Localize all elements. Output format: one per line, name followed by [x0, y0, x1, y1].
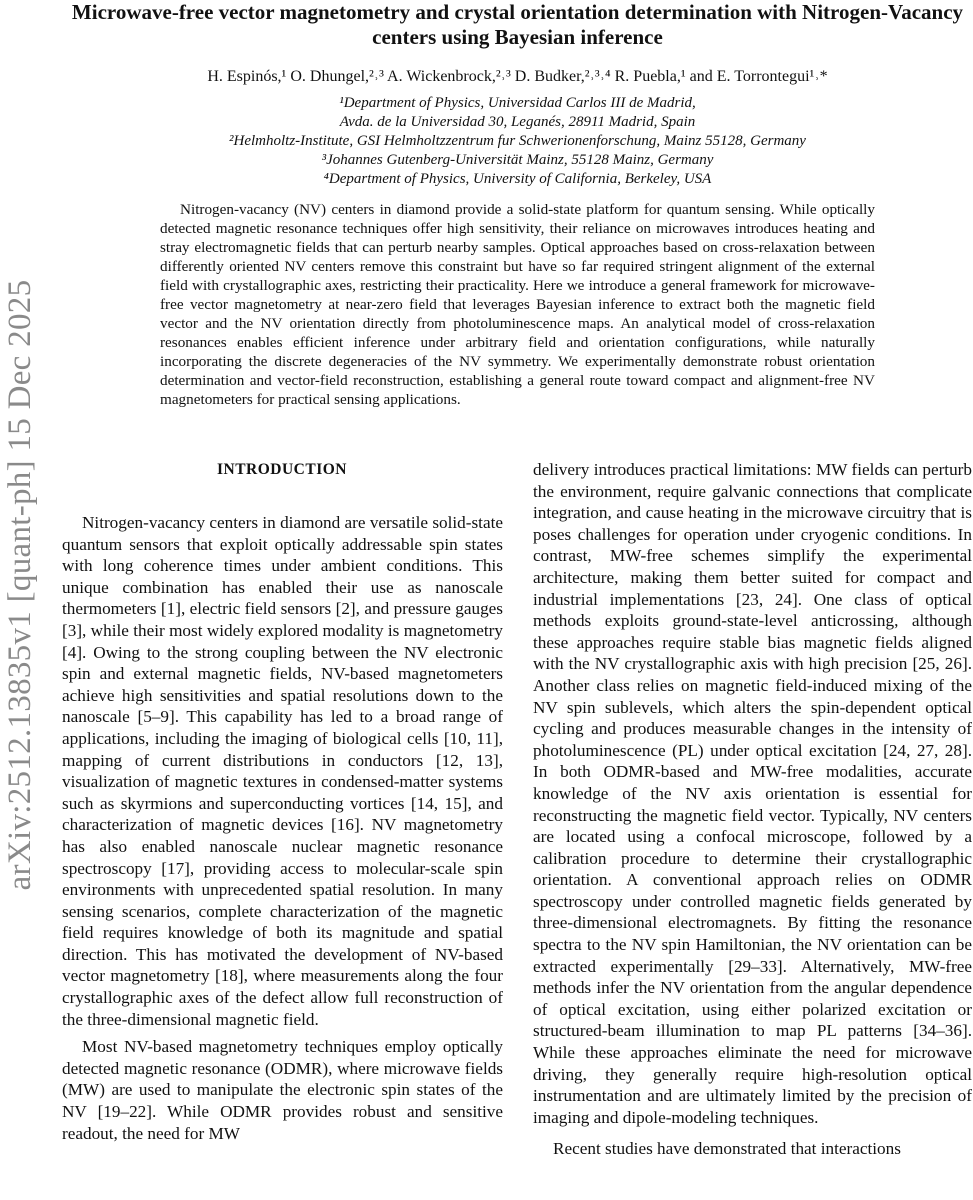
affiliation-4: ⁴Department of Physics, University of California, Berkeley, USA: [323, 171, 712, 187]
intro-paragraph-2-cont: delivery introduces practical limitations: MW fields can perturb the environment, require galvanic connections that complicate integration, and cause heating in the microwave circuitry that is poses challenges for operation under cryogenic conditions. In contrast, MW-free schemes simplify the experimental architecture, making them better suited for compact and industrial implementations [23, 24]. One class of optical methods exploits ground-state-level anticrossing, although these approaches require stable bias magnetic fields aligned with the NV crystallographic axis with high precision [25, 26]. Another class relies on magnetic field-induced mixing of the NV spin sublevels, which alters the spin-dependent optical cycling and produces measurable changes in the intensity of photoluminescence (PL) under optical excitation [24, 27, 28]. In both ODMR-based and MW-free modalities, accurate knowledge of the NV axis orientation is essential for reconstructing the magnetic field vector. Typically, NV centers are located using a confocal microscope, followed by a calibration procedure to determine their crystallographic orientation. A conventional approach relies on ODMR spectroscopy under controlled magnetic fields generated by three-dimensional electromagnets. By fitting the resonance spectra to the NV spin Hamiltonian, the NV orientation can be extracted experimentally [29–33]. Alternatively, MW-free methods infer the NV orientation from the angular dependence of optical excitation, using either polarized excitation or structured-beam illumination to map PL patterns [34–36]. While these approaches eliminate the need for microwave driving, they generally require high-resolution optical instrumentation and are ultimately limited by the precision of imaging and dipole-modeling techniques.: [533, 460, 972, 1127]
left-column: [62, 512, 503, 1144]
intro-paragraph-2: Most NV-based magnetometry techniques employ optically detected magnetic resonance (ODMR), where microwave fields (MW) are used to manipulate the electronic spin states of the NV [19–22]. While ODMR provides robust and sensitive readout, the need for MW: [62, 1037, 503, 1143]
intro-paragraph-3: Recent studies have demonstrated that interactions: [553, 1139, 901, 1159]
intro-paragraph-1: Nitrogen-vacancy centers in diamond are versatile solid-state quantum sensors that exploit optically addressable spin states with long coherence times under ambient conditions. This unique combination has enabled their use as nanoscale thermometers [1], electric field sensors [2], and pressure gauges [3], while their most widely explored modality is magnetometry [4]. Owing to the strong coupling between the NV electronic spin and external magnetic fields, NV-based magnetometers achieve high sensitivities and spatial resolutions down to the nanoscale [5–9]. This capability has led to a broad range of applications, including the imaging of biological cells [10, 11], mapping of current distributions in conductors [12, 13], visualization of magnetic textures in condensed-matter systems such as skyrmions and superconducting vortices [14, 15], and characterization of magnetic devices [16]. NV magnetometry has also enabled nanoscale nuclear magnetic resonance spectroscopy [17], providing access to molecular-scale spin environments with unprecedented spatial resolution. In many sensing scenarios, complete characterization of the magnetic field requires knowledge of both its magnitude and spatial direction. This has motivated the development of NV-based vector magnetometry [18], where measurements along the four crystallographic axes of the defect allow full reconstruction of the three-dimensional magnetic field.: [62, 513, 503, 1029]
affiliation-1a: ¹Department of Physics, Universidad Carlos III de Madrid,: [339, 95, 696, 111]
abstract: Nitrogen-vacancy (NV) centers in diamond provide a solid-state platform for quantum sensing. While optically detected magnetic resonance techniques offer high sensitivity, their reliance on microwaves introduces heating and stray electromagnetic fields that can perturb nearby samples. Optical approaches based on cross-relaxation between differently oriented NV centers remove this constraint but have so far required stringent alignment of the external field with crystallographic axes, restricting their practicality. Here we introduce a general framework for microwave-free vector magnetometry at near-zero field that leverages Bayesian inference to extract both the magnetic field vector and the NV orientation directly from photoluminescence maps. An analytical model of cross-relaxation resonances enables efficient inference under arbitrary field and orientation configurations, while naturally incorporating the discrete degeneracies of the NV symmetry. We experimentally demonstrate robust orientation determination and vector-field reconstruction, establishing a general route toward compact and alignment-free NV magnetometers for practical sensing applications.: [160, 201, 875, 408]
paper-title: Microwave-free vector magnetometry and crystal orientation determination with Nitrogen-Vacancy centers using Bayesian inference: [71, 0, 964, 49]
affiliation-2: ²Helmholtz-Institute, GSI Helmholtzzentrum fur Schwerionenforschung, Mainz 55128, Germany: [229, 133, 806, 149]
right-column: [533, 459, 972, 1160]
arxiv-stamp: arXiv:2512.13835v1 [quant-ph] 15 Dec 2025: [2, 279, 38, 891]
author-list: H. Espinós,¹ O. Dhungel,²˒³ A. Wickenbrock,²˒³ D. Budker,²˒³˒⁴ R. Puebla,¹ and E. Torrontegui¹˒*: [207, 68, 828, 85]
affiliation-3: ³Johannes Gutenberg-Universität Mainz, 55128 Mainz, Germany: [321, 152, 714, 168]
affiliation-1b: Avda. de la Universidad 30, Leganés, 28911 Madrid, Spain: [339, 114, 696, 130]
section-heading-introduction: INTRODUCTION: [216, 461, 347, 478]
